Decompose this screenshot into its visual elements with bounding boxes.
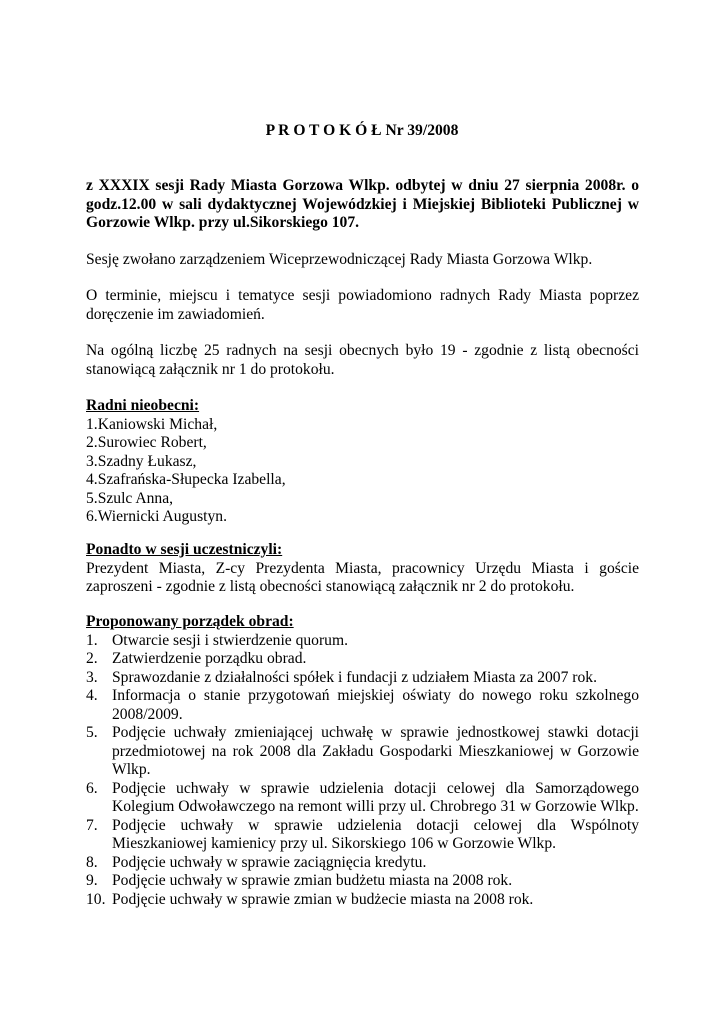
- agenda-item: [86, 872, 639, 891]
- agenda-item: [86, 632, 639, 651]
- agenda-item-number: 8.: [86, 853, 98, 871]
- agenda-item-number: 10.: [86, 890, 106, 908]
- absent-item: 2.Surowiec Robert,: [86, 434, 207, 451]
- agenda-item: [86, 854, 639, 873]
- agenda-list: [86, 632, 639, 910]
- absent-item: 5.Szulc Anna,: [86, 489, 174, 507]
- absent-item: 4.Szafrańska-Słupecka Izabella,: [86, 471, 286, 488]
- notification-paragraph: O terminie, miejscu i tematyce sesji powiadomiono radnych Rady Miasta poprzez doręczenie im zawiadomień.: [86, 287, 639, 323]
- participants-section: [86, 541, 639, 597]
- agenda-section: [86, 613, 639, 909]
- agenda-item-number: 2.: [86, 650, 98, 667]
- agenda-item-text: Podjęcie uchwały zmieniającej uchwałę w sprawie jednostkowej stawki dotacji przedmiotowej na rok 2008 dla Zakładu Gospodarki Mieszkaniowej w Gorzowie Wlkp.: [112, 724, 639, 778]
- agenda-item-text: Podjęcie uchwały w sprawie zmian budżetu miasta na 2008 rok.: [112, 872, 513, 889]
- agenda-item-text: Podjęcie uchwały w sprawie udzielenia dotacji celowej dla Samorządowego Kolegium Odwoławczego na remont willi przy ul. Chrobrego 31 w Gorzowie Wlkp.: [112, 779, 639, 815]
- session-intro: z XXXIX sesji Rady Miasta Gorzowa Wlkp. odbytej w dniu 27 sierpnia 2008r. o godz.12.00 w sali dydaktycznej Wojewódzkiej i Miejskiej Biblioteki Publicznej w Gorzowie Wlkp. przy ul.Sikorskiego 107.: [86, 177, 639, 231]
- agenda-item-number: 6.: [86, 779, 98, 797]
- agenda-item-number: 3.: [86, 668, 98, 686]
- agenda-item-text: Sprawozdanie z działalności spółek i fundacji z udziałem Miasta za 2007 rok.: [112, 668, 597, 686]
- absent-item: 1.Kaniowski Michał,: [86, 415, 218, 433]
- agenda-item-text: Podjęcie uchwały w sprawie zmian w budżecie miasta na 2008 rok.: [112, 890, 534, 908]
- participants-text: Prezydent Miasta, Z-cy Prezydenta Miasta, pracownicy Urzędu Miasta i goście zaproszeni - zgodnie z listą obecności stanowiącą załącznik nr 2 do protokołu.: [86, 559, 639, 595]
- attendance-paragraph: Na ogólną liczbę 25 radnych na sesji obecnych było 19 - zgodnie z listą obecności stanowiącą załącznik nr 1 do protokołu.: [86, 342, 639, 378]
- agenda-item: [86, 687, 639, 724]
- agenda-item-number: 1.: [86, 631, 98, 649]
- agenda-item-text: Zatwierdzenie porządku obrad.: [112, 650, 307, 667]
- absent-section: [86, 397, 639, 527]
- agenda-item-text: Otwarcie sesji i stwierdzenie quorum.: [112, 631, 349, 649]
- agenda-item-text: Podjęcie uchwały w sprawie udzielenia dotacji celowej dla Wspólnoty Mieszkaniowej kamienicy przy ul. Sikorskiego 106 w Gorzowie Wlkp.: [112, 816, 639, 852]
- agenda-item: [86, 780, 639, 817]
- agenda-item: [86, 669, 639, 688]
- absent-item: 3.Szadny Łukasz,: [86, 452, 197, 470]
- document-title: P R O T O K Ó Ł Nr 39/2008: [265, 122, 459, 139]
- agenda-item: [86, 891, 639, 910]
- agenda-item-number: 5.: [86, 724, 98, 741]
- absent-item: 6.Wiernicki Augustyn.: [86, 508, 227, 525]
- agenda-item: [86, 650, 639, 669]
- agenda-item: [86, 724, 639, 780]
- agenda-item-text: Podjęcie uchwały w sprawie zaciągnięcia kredytu.: [112, 853, 427, 871]
- agenda-item-number: 7.: [86, 816, 98, 834]
- agenda-item-number: 9.: [86, 872, 98, 889]
- agenda-item-text: Informacja o stanie przygotowań miejskiej oświaty do nowego roku szkolnego 2008/2009.: [112, 687, 639, 723]
- absent-heading: Radni nieobecni:: [86, 397, 200, 414]
- participants-heading: Ponadto w sesji uczestniczyli:: [86, 541, 283, 558]
- agenda-heading: Proponowany porządek obrad:: [86, 613, 294, 630]
- agenda-item-number: 4.: [86, 687, 98, 704]
- convened-paragraph: Sesję zwołano zarządzeniem Wiceprzewodniczącej Rady Miasta Gorzowa Wlkp.: [86, 251, 593, 268]
- agenda-item: [86, 817, 639, 854]
